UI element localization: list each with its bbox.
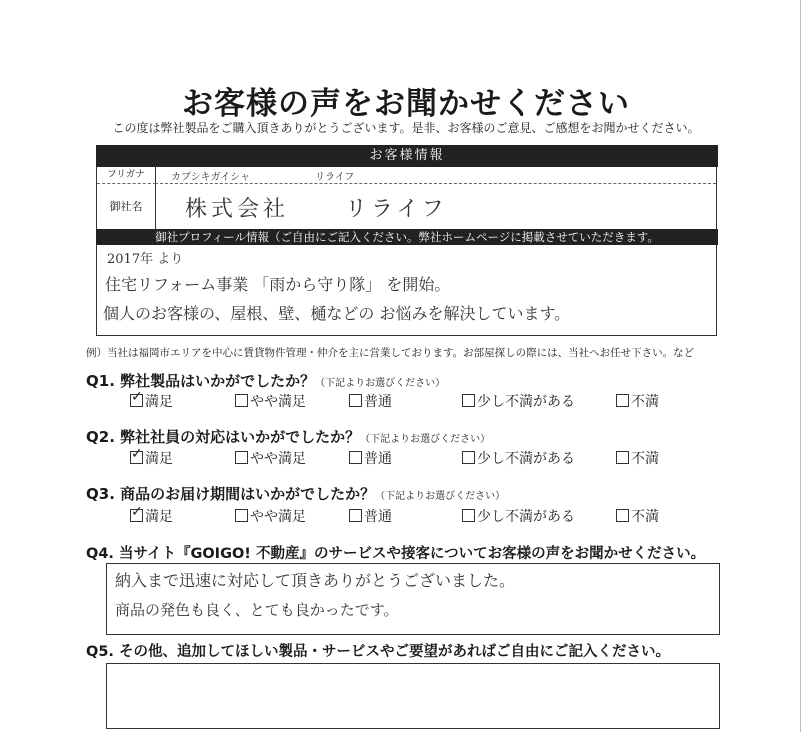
- company-value-2: リライフ: [345, 197, 448, 222]
- profile-line-3: 個人のお客様の、屋根、壁、樋などの お悩みを解決しています。: [103, 304, 571, 323]
- checkbox-icon[interactable]: [616, 451, 629, 464]
- furigana-value-1: カブシキガイシャ: [171, 172, 251, 183]
- customer-info-box: [96, 167, 717, 230]
- q3-option-satisfied[interactable]: ✓満足: [130, 506, 173, 526]
- profile-field[interactable]: [96, 245, 717, 336]
- q3-option-neutral[interactable]: 普通: [349, 506, 392, 526]
- q1-label: Q1. 弊社製品はいかがでしたか？: [86, 372, 316, 390]
- customer-info-header: お客様情報: [96, 145, 718, 167]
- example-note: 例）当社は福岡市エリアを中心に賃貸物件管理・仲介を主に営業しております。お部屋探しの際には、当社へお任せ下さい。など: [86, 347, 695, 359]
- checkbox-icon[interactable]: [462, 394, 475, 407]
- furigana-value-2: リライフ: [315, 172, 355, 183]
- checkbox-icon[interactable]: [349, 394, 362, 407]
- q1-option-neutral[interactable]: 普通: [349, 391, 392, 411]
- q1-option-dissatisfied[interactable]: 不満: [616, 391, 659, 411]
- q4-answer-line-2: 商品の発色も良く、とても良かったです。: [115, 601, 399, 619]
- profile-line-2: 住宅リフォーム事業 「雨から守り隊」 を開始。: [105, 275, 451, 294]
- checkbox-icon[interactable]: [235, 451, 248, 464]
- q1-option-somewhat-dissatisfied[interactable]: 少し不満がある: [462, 391, 575, 411]
- company-label: 御社名: [97, 184, 156, 229]
- checkbox-checked-icon[interactable]: [130, 394, 143, 407]
- q2-option-dissatisfied[interactable]: 不満: [616, 448, 659, 468]
- form-title: お客様の声をお聞かせください: [182, 86, 630, 122]
- q2-option-satisfied[interactable]: ✓満足: [130, 448, 173, 468]
- profile-line-1: 2017年 より: [107, 252, 184, 267]
- q2-label: Q2. 弊社社員の対応はいかがでしたか？: [86, 428, 361, 446]
- profile-header: 御社プロフィール情報（ご自由にご記入ください。弊社ホームページに掲載させていただきます。: [96, 229, 718, 245]
- q3-heading: [86, 483, 505, 504]
- q1-option-somewhat-satisfied[interactable]: やや満足: [235, 391, 306, 411]
- q4-answer-line-1: 納入まで迅速に対応して頂きありがとうございました。: [115, 571, 516, 590]
- q1-note: （下記よりお選びください）: [315, 378, 446, 389]
- q4-answer-field[interactable]: [106, 563, 720, 635]
- checkbox-checked-icon[interactable]: [130, 509, 143, 522]
- q2-option-somewhat-satisfied[interactable]: やや満足: [235, 448, 306, 468]
- q5-label: Q5. その他、追加してほしい製品・サービスやご要望があればご自由にご記入ください。: [86, 644, 670, 660]
- q4-label: Q4. 当サイト『GOIGO! 不動産』のサービスや接客についてお客様の声をお聞かせください。: [86, 546, 706, 562]
- checkbox-icon[interactable]: [616, 509, 629, 522]
- company-name-field[interactable]: [155, 184, 716, 229]
- q2-heading: [86, 426, 490, 447]
- q1-option-satisfied[interactable]: ✓満足: [130, 391, 173, 411]
- checkbox-checked-icon[interactable]: [130, 451, 143, 464]
- form-subtitle: この度は弊社製品をご購入頂きありがとうございます。是非、お客様のご意見、ご感想をお聞かせください。: [112, 121, 700, 135]
- q5-answer-field[interactable]: [106, 663, 720, 729]
- company-value-1: 株式会社: [185, 197, 290, 222]
- checkbox-icon[interactable]: [616, 394, 629, 407]
- furigana-label: フリガナ: [97, 167, 156, 184]
- q2-option-neutral[interactable]: 普通: [349, 448, 392, 468]
- q3-option-somewhat-dissatisfied[interactable]: 少し不満がある: [462, 506, 575, 526]
- q1-heading: [86, 370, 445, 391]
- checkbox-icon[interactable]: [349, 509, 362, 522]
- checkbox-icon[interactable]: [235, 509, 248, 522]
- q3-option-dissatisfied[interactable]: 不満: [616, 506, 659, 526]
- q3-label: Q3. 商品のお届け期間はいかがでしたか？: [86, 485, 376, 503]
- q3-option-somewhat-satisfied[interactable]: やや満足: [235, 506, 306, 526]
- q2-option-somewhat-dissatisfied[interactable]: 少し不満がある: [462, 448, 575, 468]
- checkbox-icon[interactable]: [349, 451, 362, 464]
- checkbox-icon[interactable]: [235, 394, 248, 407]
- checkbox-icon[interactable]: [462, 509, 475, 522]
- q2-note: （下記よりお選びください）: [360, 434, 491, 445]
- q3-note: （下記よりお選びください）: [375, 491, 506, 502]
- checkbox-icon[interactable]: [462, 451, 475, 464]
- furigana-row[interactable]: [155, 167, 716, 184]
